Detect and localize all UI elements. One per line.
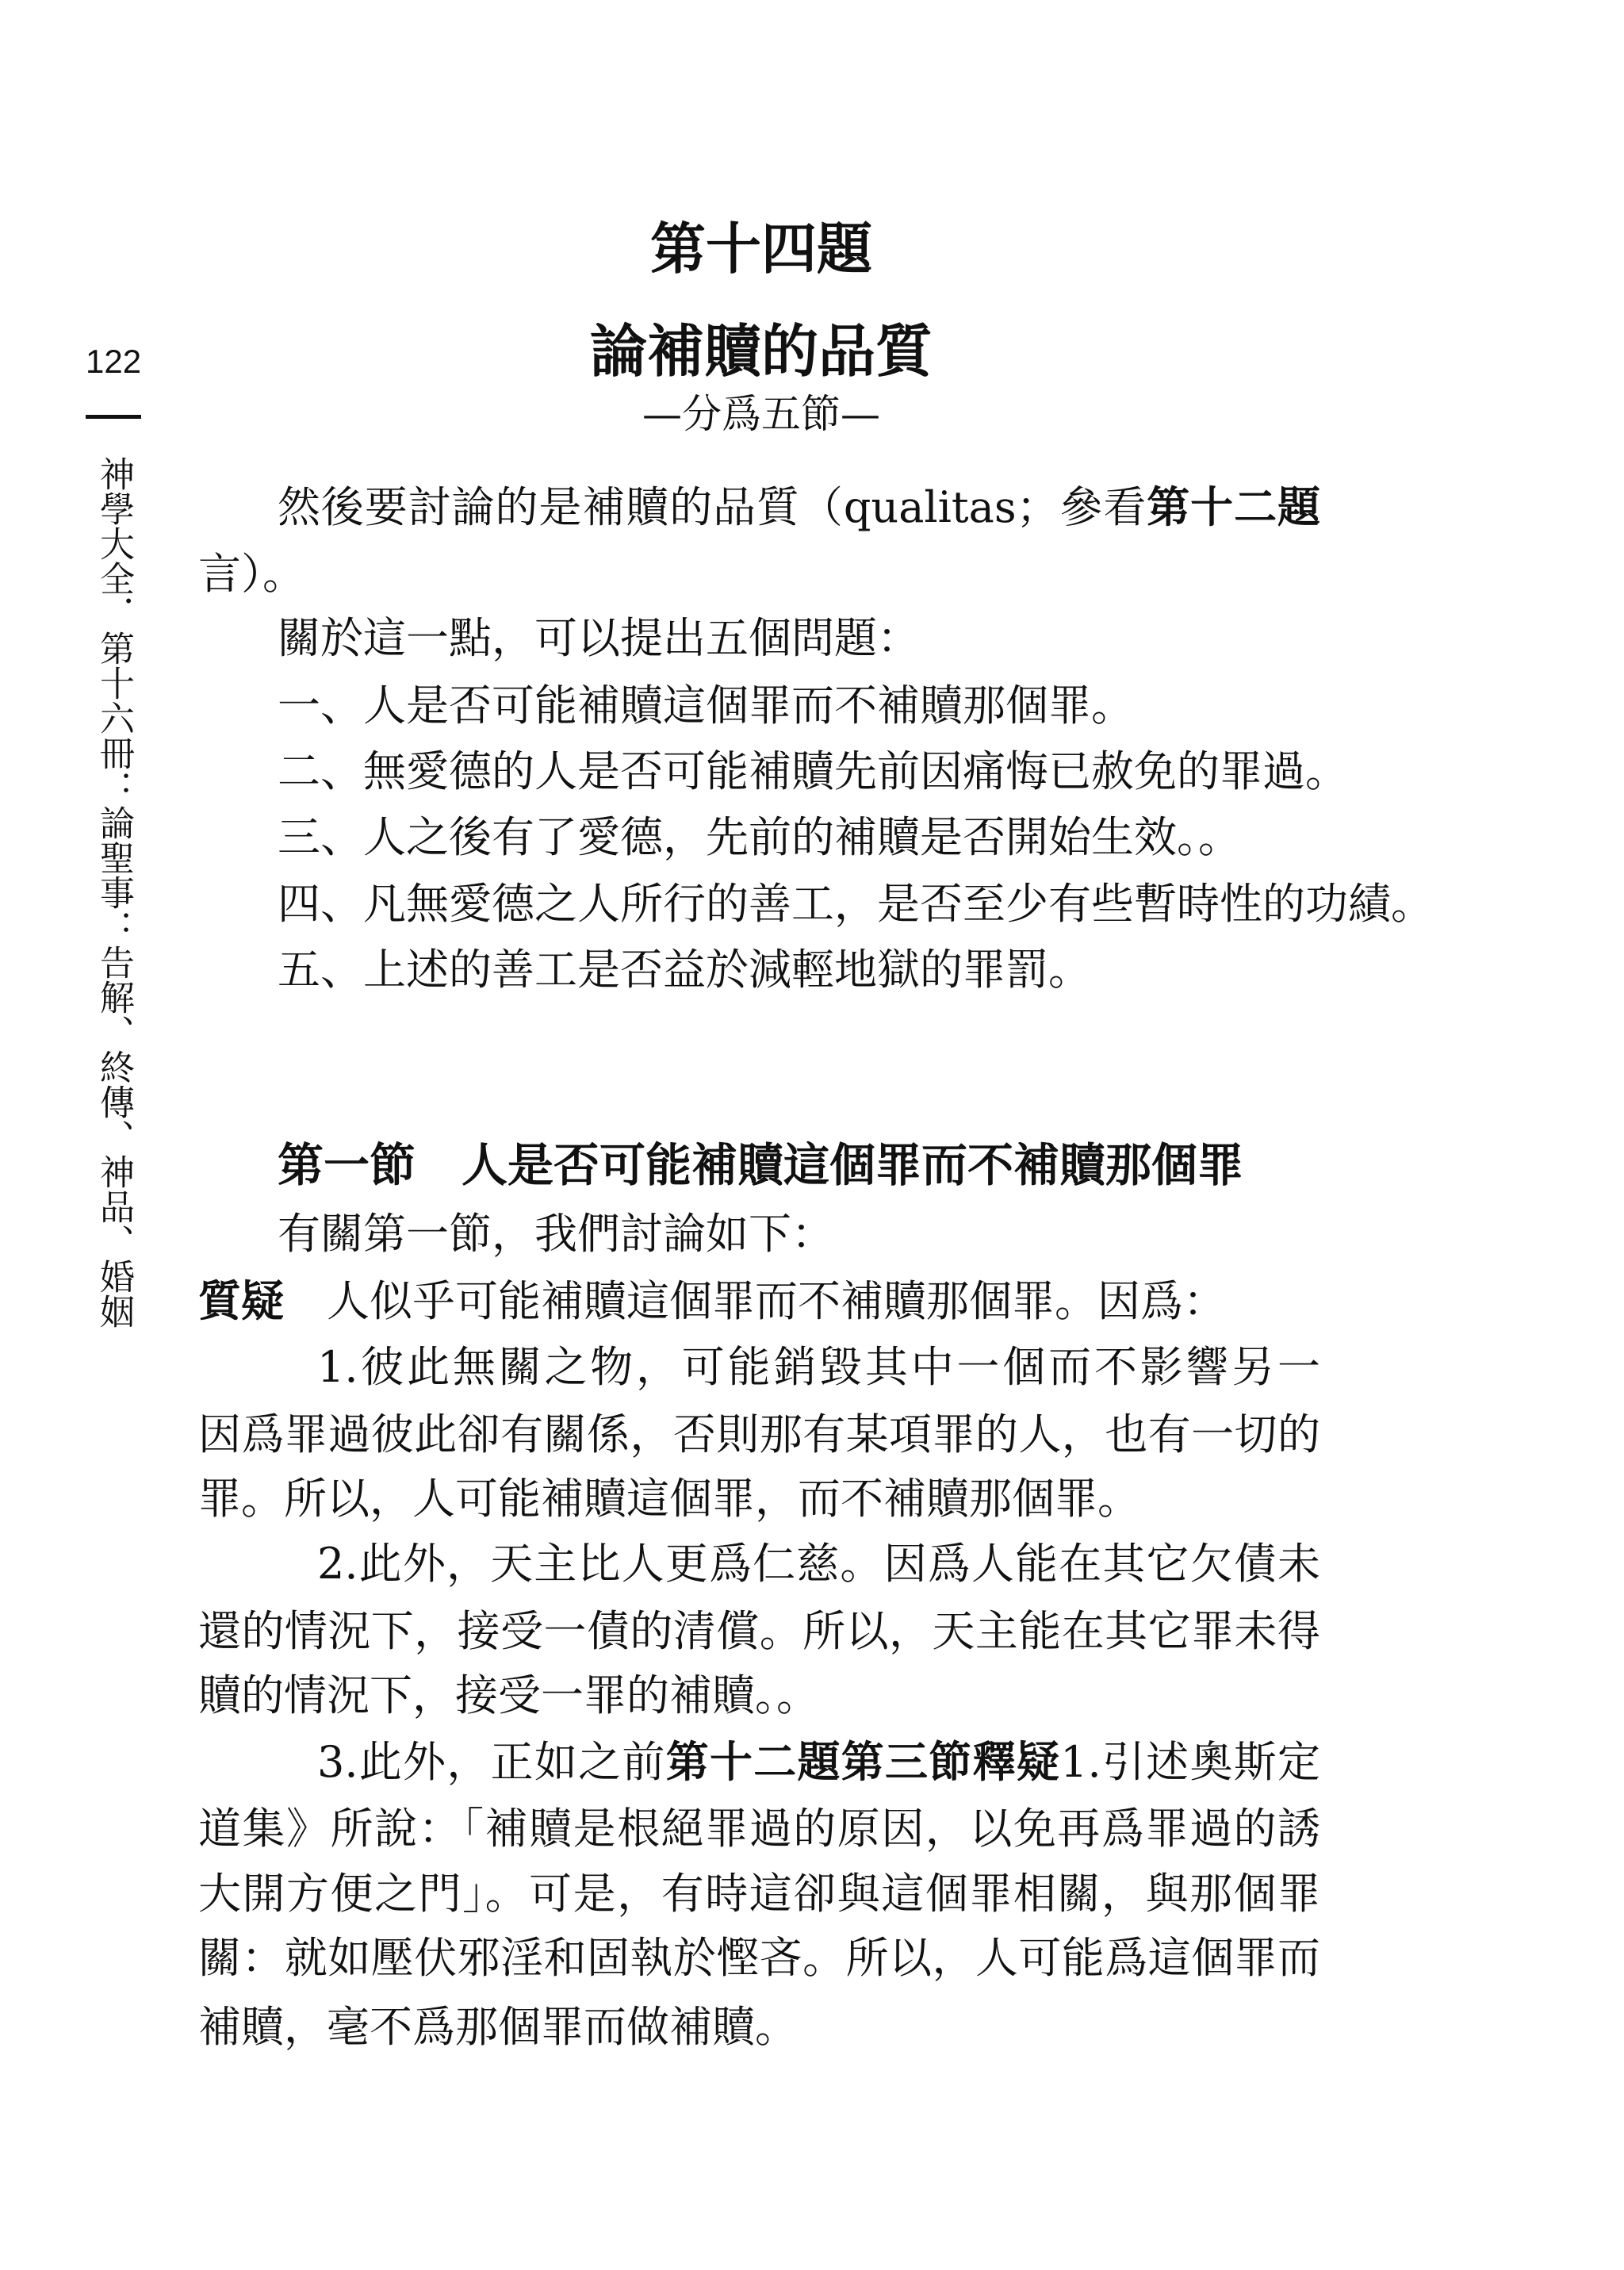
objection-line: 質疑 人似乎可能補贖這個罪而不補贖那個罪。因爲： (198, 1276, 1226, 1326)
chapter-title: 論補贖的品質 (589, 318, 933, 385)
paragraph-line: 2.此外，天主比人更爲仁慈。因爲人能在其它欠債未 (317, 1539, 1320, 1589)
cross-reference: 第十二題 (1147, 481, 1320, 532)
paragraph-line: 道集》所說：「補贖是根絕罪過的原因，以免再爲罪過的誘 (198, 1804, 1320, 1854)
cross-reference: 第十二題第三節釋疑 (665, 1736, 1061, 1787)
intro-line: 言）。 (198, 549, 305, 599)
running-header: 神學大全．第十六冊：論聖事：告解、終傳、神品、婚姻 (94, 456, 134, 1329)
intro-line: 關於這一點，可以提出五個問題： (278, 613, 920, 663)
paragraph-line: 關：就如壓伏邪淫和固執於慳吝。所以，人可能爲這個罪而 (198, 1933, 1320, 1983)
question-item: 五、上述的善工是否益於減輕地獄的罪罰。 (278, 945, 1091, 995)
intro-line: 然後要討論的是補贖的品質（qualitas；參看第十二題 (278, 481, 1320, 532)
chapter-number: 第十四題 (650, 216, 872, 282)
paragraph-line: 大開方便之門」。可是，有時這卻與這個罪相關，與那個罪 (198, 1869, 1320, 1919)
question-item: 三、人之後有了愛德，先前的補贖是否開始生效。。 (278, 812, 1241, 862)
paragraph-line: 補贖，毫不爲那個罪而做補贖。 (198, 2002, 798, 2052)
paragraph-line: 1.彼此無關之物，可能銷毀其中一個而不影響另一 (317, 1342, 1320, 1392)
page-number: 122 (86, 343, 142, 380)
chapter-subtitle: —分爲五節— (642, 391, 880, 437)
paragraph-line: 3.此外，正如之前第十二題第三節釋疑1.引述奧斯定 (317, 1736, 1320, 1787)
paragraph-line: 罪。所以，人可能補贖這個罪，而不補贖那個罪。 (198, 1474, 1140, 1524)
paragraph-line: 贖的情況下，接受一罪的補贖。。 (198, 1670, 819, 1720)
question-item: 一、人是否可能補贖這個罪而不補贖那個罪。 (278, 681, 1134, 730)
paragraph-line: 因爲罪過彼此卻有關係，否則那有某項罪的人，也有一切的 (198, 1409, 1320, 1459)
paragraph-line: 還的情況下，接受一債的清償。所以，天主能在其它罪未得 (198, 1606, 1320, 1656)
question-item: 二、無愛德的人是否可能補贖先前因痛悔已赦免的罪過。 (278, 746, 1348, 796)
objection-label: 質疑 (198, 1276, 284, 1326)
section-lead: 有關第一節，我們討論如下： (278, 1209, 834, 1259)
section-heading: 第一節 人是否可能補贖這個罪而不補贖那個罪 (278, 1138, 1244, 1192)
question-item: 四、凡無愛德之人所行的善工，是否至少有些暫時性的功績。 (278, 879, 1434, 929)
